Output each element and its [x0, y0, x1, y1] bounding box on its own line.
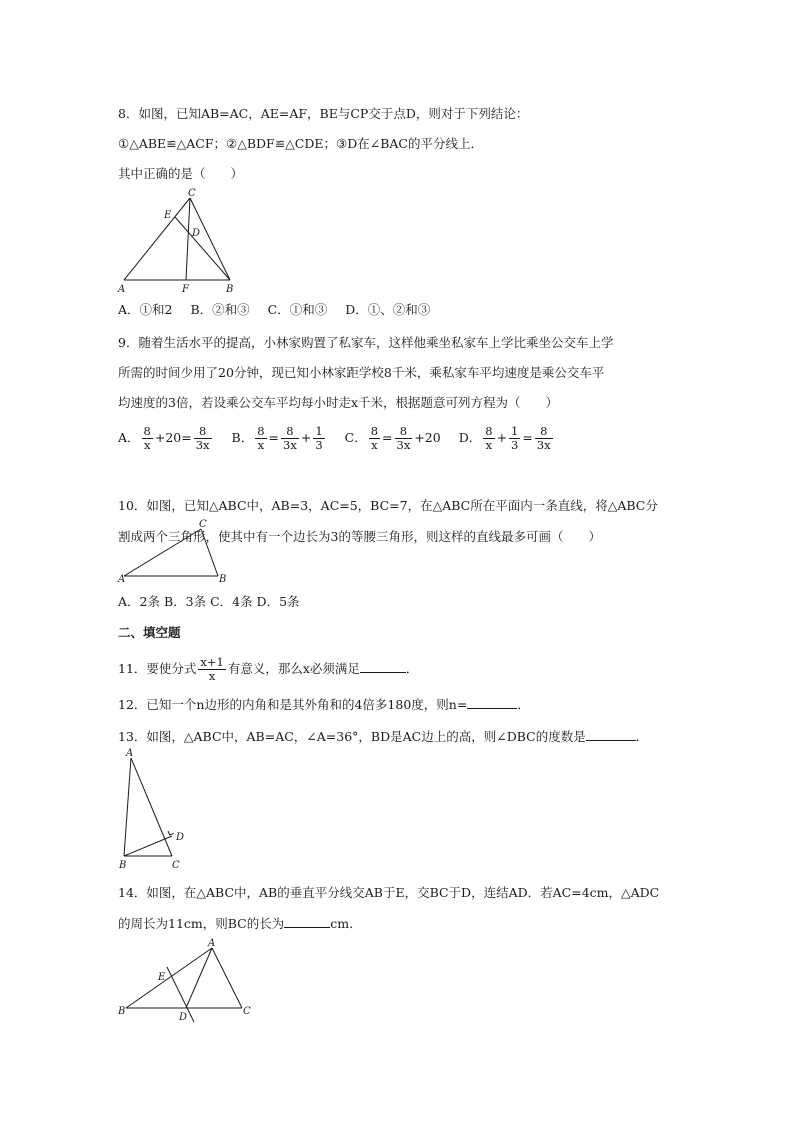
q12-end: ．: [517, 697, 530, 712]
frac-denominator: 3: [315, 438, 323, 452]
q9-options: [118, 424, 555, 452]
frac-numerator: 8: [194, 425, 212, 439]
q10-segment-ac: [124, 529, 201, 576]
q10-line-1: 10．如图，已知△ABC中，AB=3，AC=5，BC=7，在△ABC所在平面内一条直线，将△ABC分: [118, 498, 658, 513]
q10-options: A．2条 B．3条 C．4条 D．5条: [118, 594, 300, 609]
q13-label-b: B: [119, 860, 127, 871]
frac-numerator: 8: [485, 424, 493, 438]
frac-denominator: 3x: [283, 438, 297, 452]
q8-ask: 其中正确的是（ ）: [118, 166, 244, 181]
frac-numerator: 8: [143, 424, 151, 438]
q8-conclusions: ①△ABE≌△ACF；②△BDF≌△CDE；③D在∠BAC的平分线上．: [118, 136, 483, 151]
q13-label-c: C: [172, 860, 180, 871]
frac-numerator: 8: [257, 424, 265, 438]
frac-numerator: 1: [315, 424, 323, 438]
q10-label-a: A: [118, 574, 126, 585]
q14-label-c: C: [243, 1006, 251, 1017]
q10-label-b: B: [219, 574, 227, 585]
q13-label-a: A: [126, 748, 134, 759]
q8-label-c: C: [188, 188, 196, 199]
q14-line-2-text: 的周长为11cm，则BC的长为: [118, 916, 285, 931]
q9-b-frac-3: [313, 425, 324, 452]
q9-b-plus: +: [300, 430, 312, 445]
frac-denominator: x: [143, 438, 151, 452]
q11-pre: 11．要使分式: [118, 661, 197, 676]
q9-d-equals: =: [522, 430, 533, 445]
q8-segment-be: [175, 217, 230, 280]
q9-line-2: 所需的时间少用了20分钟，现已知小林家距学校8千米，乘私家车平均速度是乘公交车平: [118, 365, 605, 380]
q13-segment-ac: [131, 758, 172, 856]
q9-c-tail: +20: [414, 430, 441, 445]
q9-a-frac-2: [194, 425, 212, 452]
frac-numerator: 8: [281, 425, 299, 439]
q14-label-e: E: [158, 972, 166, 983]
q11-answer-blank[interactable]: [360, 660, 406, 673]
q8-label-a: A: [118, 284, 126, 295]
q9-c-frac-2: [395, 425, 413, 452]
q8-options: [118, 301, 430, 319]
q13-segment-bd: [124, 836, 172, 856]
q10-segment-cb: [201, 529, 218, 576]
q9-option-b: [232, 424, 327, 452]
q8-option-d: D．①、②和③: [345, 302, 431, 317]
frac-denominator: x: [257, 438, 265, 452]
q8-stem: 8．如图，已知AB=AC，AE=AF，BE与CP交于点D，则对于下列结论：: [118, 106, 529, 121]
q13-right-angle-mark: [168, 831, 174, 835]
q9-d-frac-3: [535, 425, 553, 452]
q9-b-frac-2: [281, 425, 299, 452]
q10-figure: [118, 519, 238, 587]
q14-label-a: A: [208, 938, 216, 949]
frac-denominator: 3: [511, 438, 519, 452]
q9-option-a: [118, 424, 214, 452]
q8-label-f: F: [182, 284, 189, 295]
q10-label-c: C: [199, 519, 207, 530]
q13-end: ．: [635, 729, 649, 744]
q12: [118, 696, 530, 714]
q12-text: 12．已知一个n边形的内角和是其外角和的4倍多180度，则n=: [118, 697, 468, 712]
frac-numerator: 8: [370, 424, 379, 438]
q8-label-b: B: [226, 284, 234, 295]
q14-line-1: 14．如图，在△ABC中，AB的垂直平分线交AB于E，交BC于D，连结AD．若AC=4cm，△ADC: [118, 885, 660, 900]
q9-option-a-label: A．: [118, 430, 140, 445]
q14-label-d: D: [179, 1012, 188, 1023]
q9-a-frac-1: [142, 425, 153, 452]
q9-option-c: [345, 424, 441, 452]
q9-option-b-label: B．: [231, 430, 254, 445]
frac-numerator: 8: [395, 425, 413, 439]
q14-line-2-end: cm．: [330, 916, 362, 931]
q11-end: ．: [405, 661, 419, 676]
q9-option-c-label: C．: [344, 430, 367, 445]
q14-segment-ac: [212, 948, 242, 1008]
frac-numerator: x+1: [200, 655, 224, 669]
q9-d-plus: +: [496, 430, 508, 445]
q8-option-c: C．①和③: [267, 302, 328, 317]
q10-line-2: 割成两个三角形，使其中有一个边长为3的等腰三角形，则这样的直线最多可画（ ）: [118, 529, 601, 544]
q8-segment-cf: [186, 198, 190, 280]
section-title-fill-in: 二、填空题: [118, 625, 181, 640]
frac-denominator: x: [371, 438, 378, 452]
q8-label-d: D: [192, 228, 201, 239]
frac-denominator: 3x: [536, 438, 551, 452]
q8-label-e: E: [164, 210, 172, 221]
q11-post: 有意义，那么x必须满足: [227, 661, 360, 676]
q9-option-d-label: D．: [458, 430, 482, 445]
frac-numerator: 8: [535, 425, 553, 439]
q13-segment-ab: [124, 758, 131, 856]
q13-text: 13．如图，△ABC中，AB=AC，∠A=36°，BD是AC边上的高，则∠DBC的度数是: [118, 729, 586, 744]
frac-numerator: 1: [511, 424, 519, 438]
q14-answer-blank[interactable]: [284, 915, 330, 928]
q8-segment-cb: [190, 198, 230, 280]
q8-option-a: A．①和2: [118, 302, 173, 317]
q14-line-2: [118, 915, 362, 933]
q9-line-3: 均速度的3倍，若设乘公交车平均每小时走x千米，根据题意可列方程为（ ）: [118, 395, 559, 410]
q13: [118, 728, 648, 746]
frac-denominator: 3x: [396, 438, 411, 452]
q9-line-1: 9．随着生活水平的提高，小林家购置了私家车，这样他乘坐私家车上学比乘坐公交车上学: [118, 335, 614, 350]
q8-option-b: B．②和③: [190, 302, 250, 317]
q11: [118, 654, 418, 684]
q12-answer-blank[interactable]: [467, 696, 517, 709]
frac-denominator: x: [485, 438, 493, 452]
q14-label-b: B: [118, 1006, 126, 1017]
q9-d-frac-1: [483, 425, 494, 452]
frac-denominator: 3x: [195, 438, 210, 452]
q9-c-equals: =: [382, 430, 393, 445]
q9-option-d: [459, 424, 555, 452]
q8-figure: [116, 188, 246, 300]
q8-segment-ac: [124, 198, 190, 280]
frac-denominator: x: [208, 669, 216, 683]
q11-fraction: [198, 656, 225, 683]
q13-label-d: D: [176, 832, 185, 843]
q9-b-frac-1: [255, 425, 266, 452]
q9-c-frac-1: [369, 425, 380, 452]
q9-d-frac-2: [509, 425, 520, 452]
q9-b-equals: =: [268, 430, 280, 445]
q13-figure: [116, 748, 192, 876]
q14-figure: [116, 936, 256, 1026]
q13-answer-blank[interactable]: [586, 728, 636, 741]
q9-a-operator: +20=: [154, 430, 192, 445]
